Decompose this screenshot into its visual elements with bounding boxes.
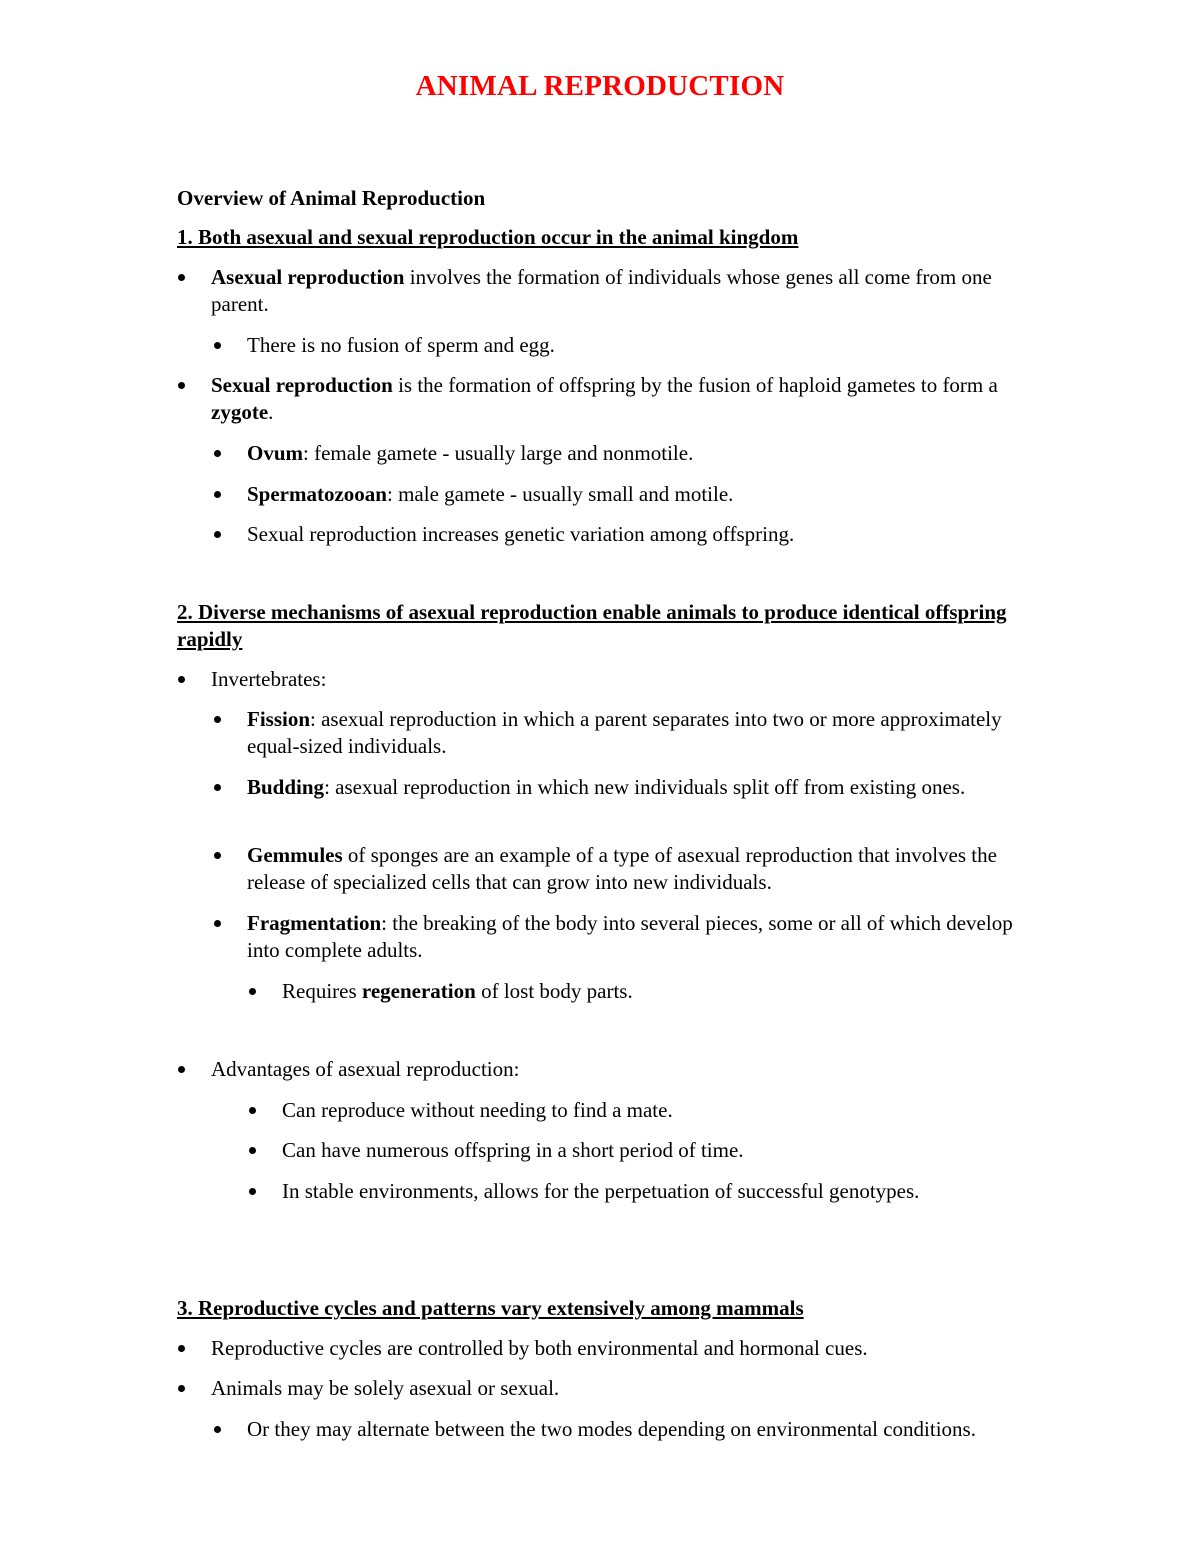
item-text: Sexual reproduction increases genetic variation among offspring. bbox=[247, 522, 795, 546]
bullet-icon bbox=[214, 852, 221, 859]
item-text: : asexual reproduction in which new individuals split off from existing ones. bbox=[324, 775, 966, 799]
item-text: . bbox=[268, 400, 274, 424]
list-item-advantages bbox=[211, 1056, 1011, 1083]
list-item-sperm bbox=[247, 481, 1017, 508]
bullet-icon bbox=[214, 450, 221, 457]
bullet-icon bbox=[178, 1385, 185, 1392]
term-asexual: Asexual reproduction bbox=[211, 265, 405, 289]
bullet-icon bbox=[249, 1147, 256, 1154]
section-3-heading: 3. Reproductive cycles and patterns vary extensively among mammals bbox=[177, 1296, 804, 1320]
item-text: Reproductive cycles are controlled by both environmental and hormonal cues. bbox=[211, 1336, 868, 1360]
list-item-variation bbox=[247, 521, 1017, 548]
bullet-icon bbox=[214, 1426, 221, 1433]
bullet-icon bbox=[214, 920, 221, 927]
item-text: is the formation of offspring by the fusion of haploid gametes to form a bbox=[392, 373, 998, 397]
item-text: There is no fusion of sperm and egg. bbox=[247, 333, 555, 357]
term-zygote: zygote bbox=[211, 400, 269, 424]
bullet-icon bbox=[214, 491, 221, 498]
page-title: ANIMAL REPRODUCTION bbox=[415, 70, 785, 102]
bullet-icon bbox=[178, 382, 185, 389]
list-item-asexual bbox=[211, 264, 1011, 318]
bullet-icon bbox=[178, 676, 185, 683]
item-text: Requires bbox=[282, 979, 362, 1003]
item-text: Animals may be solely asexual or sexual. bbox=[211, 1376, 560, 1400]
list-item-alternate bbox=[247, 1416, 1017, 1443]
list-item-invertebrates bbox=[211, 666, 1011, 693]
item-text: : female gamete - usually large and nonmotile. bbox=[303, 441, 694, 465]
item-text: : male gamete - usually small and motile. bbox=[387, 482, 734, 506]
item-text: Or they may alternate between the two modes depending on environmental conditions. bbox=[247, 1417, 976, 1441]
list-item-cycles bbox=[211, 1335, 1011, 1362]
term-sexual: Sexual reproduction bbox=[211, 373, 393, 397]
term-ovum: Ovum bbox=[247, 441, 304, 465]
item-text: Advantages of asexual reproduction: bbox=[211, 1057, 520, 1081]
bullet-icon bbox=[178, 1066, 185, 1073]
bullet-icon bbox=[249, 1188, 256, 1195]
list-item-budding bbox=[247, 774, 1017, 801]
section-2-heading: 2. Diverse mechanisms of asexual reproduction enable animals to produce identical offspring rapidly bbox=[177, 600, 1007, 651]
bullet-icon bbox=[214, 716, 221, 723]
list-item-regeneration bbox=[282, 978, 1022, 1005]
item-text: In stable environments, allows for the perpetuation of successful genotypes. bbox=[282, 1179, 920, 1203]
list-item-no-fusion bbox=[247, 332, 1017, 359]
term-fission: Fission bbox=[247, 707, 311, 731]
bullet-icon bbox=[178, 274, 185, 281]
list-item-solely bbox=[211, 1375, 1011, 1402]
item-text: Can have numerous offspring in a short period of time. bbox=[282, 1138, 744, 1162]
bullet-icon bbox=[178, 1345, 185, 1352]
term-fragmentation: Fragmentation bbox=[247, 911, 382, 935]
list-item-fragmentation bbox=[247, 910, 1017, 964]
item-text: of sponges are an example of a type of asexual reproduction that involves the release of specialized cells that can grow into new individuals. bbox=[247, 843, 997, 894]
list-item-sexual bbox=[211, 372, 1011, 426]
bullet-icon bbox=[249, 1107, 256, 1114]
section-1-heading: 1. Both asexual and sexual reproduction occur in the animal kingdom bbox=[177, 225, 799, 249]
item-text: involves the formation of individuals whose genes all come from one parent. bbox=[211, 265, 992, 316]
list-item-advantage-2 bbox=[282, 1137, 1022, 1164]
item-text: Can reproduce without needing to find a mate. bbox=[282, 1098, 673, 1122]
term-gemmules: Gemmules bbox=[247, 843, 343, 867]
item-text: : the breaking of the body into several pieces, some or all of which develop into complete adults. bbox=[247, 911, 1013, 962]
overview-heading: Overview of Animal Reproduction bbox=[177, 186, 486, 210]
term-budding: Budding bbox=[247, 775, 325, 799]
bullet-icon bbox=[214, 342, 221, 349]
list-item-advantage-3 bbox=[282, 1178, 1022, 1205]
item-text: of lost body parts. bbox=[475, 979, 633, 1003]
term-regeneration: regeneration bbox=[361, 979, 476, 1003]
list-item-fission bbox=[247, 706, 1017, 760]
term-spermatozooan: Spermatozooan bbox=[247, 482, 387, 506]
bullet-icon bbox=[214, 784, 221, 791]
list-item-advantage-1 bbox=[282, 1097, 1022, 1124]
list-item-ovum bbox=[247, 440, 1017, 467]
bullet-icon bbox=[249, 988, 256, 995]
list-item-gemmules bbox=[247, 842, 1017, 896]
item-text: : asexual reproduction in which a parent separates into two or more approximately equal-sized individuals. bbox=[247, 707, 1002, 758]
item-text: Invertebrates: bbox=[211, 667, 327, 691]
bullet-icon bbox=[214, 531, 221, 538]
